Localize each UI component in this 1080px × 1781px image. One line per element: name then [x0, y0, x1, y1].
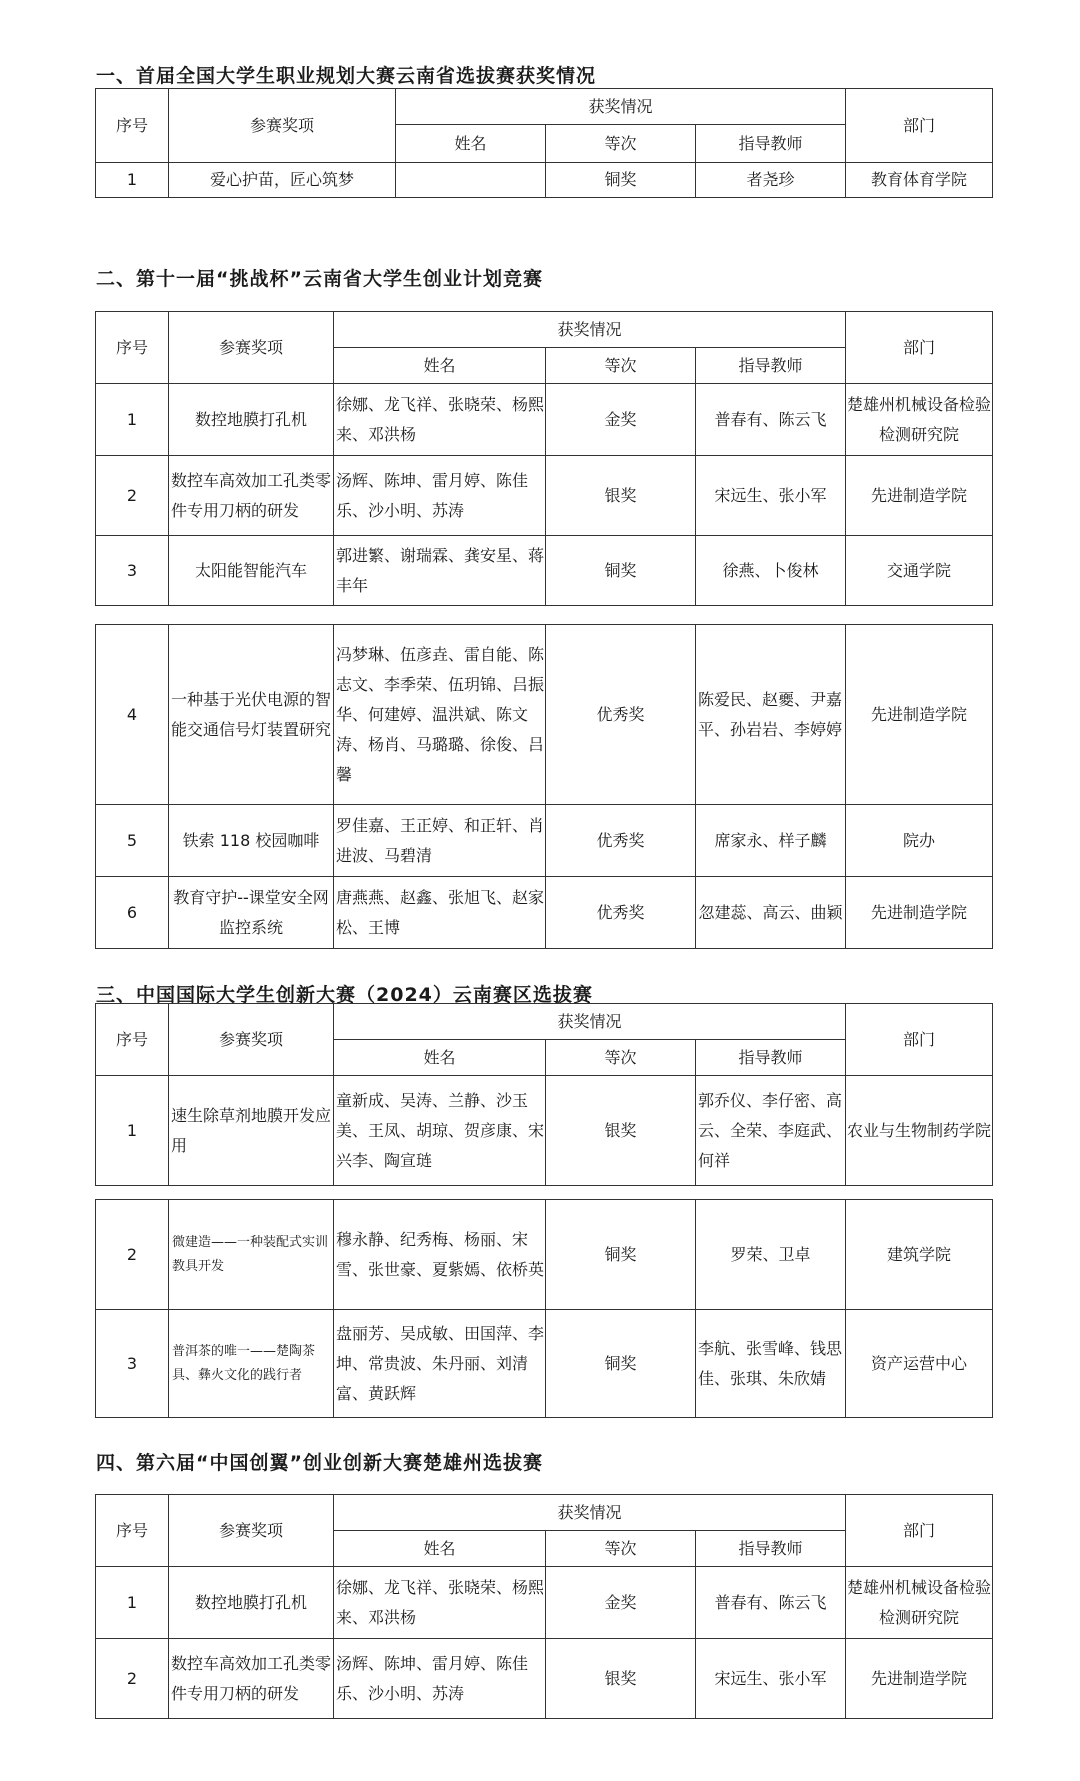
cell-grade: 铜奖 — [546, 1200, 696, 1310]
cell-seq: 6 — [96, 877, 169, 949]
header-teacher: 指导教师 — [696, 348, 846, 384]
cell-grade: 铜奖 — [546, 536, 696, 606]
header-award-info: 获奖情况 — [334, 312, 846, 348]
header-seq: 序号 — [96, 1004, 169, 1076]
header-name: 姓名 — [334, 1531, 546, 1567]
cell-seq: 1 — [96, 1076, 169, 1186]
cell-seq: 1 — [96, 163, 169, 198]
header-name: 姓名 — [334, 1040, 546, 1076]
cell-teacher: 宋远生、张小军 — [696, 1639, 846, 1719]
cell-teacher: 普春有、陈云飞 — [696, 1567, 846, 1639]
table-row — [96, 1567, 993, 1639]
header-name: 姓名 — [396, 125, 546, 163]
table-row — [96, 456, 993, 536]
cell-seq: 1 — [96, 1567, 169, 1639]
cell-item: 太阳能智能汽车 — [169, 536, 334, 606]
cell-teacher: 普春有、陈云飞 — [696, 384, 846, 456]
header-dept: 部门 — [846, 1004, 993, 1076]
table-row — [96, 1076, 993, 1186]
section-title-4: 四、第六届“中国创翼”创业创新大赛楚雄州选拔赛 — [96, 1452, 543, 1474]
table-row — [96, 536, 993, 606]
cell-names: 童新成、吴涛、兰静、沙玉美、王凤、胡琼、贺彦康、宋兴李、陶宣琏 — [334, 1076, 546, 1186]
cell-item: 数控车高效加工孔类零件专用刀柄的研发 — [169, 456, 334, 536]
header-dept: 部门 — [846, 89, 993, 163]
cell-seq: 3 — [96, 536, 169, 606]
section-title-3: 三、中国国际大学生创新大赛（2024）云南赛区选拔赛 — [96, 984, 593, 1006]
header-teacher: 指导教师 — [696, 1531, 846, 1567]
cell-item: 教育守护--课堂安全网监控系统 — [169, 877, 334, 949]
cell-teacher: 陈爱民、赵夒、尹嘉平、孙岩岩、李婷婷 — [696, 625, 846, 805]
header-name: 姓名 — [334, 348, 546, 384]
cell-dept: 教育体育学院 — [846, 163, 993, 198]
section-title-1: 一、首届全国大学生职业规划大赛云南省选拔赛获奖情况 — [96, 65, 597, 87]
cell-names: 汤辉、陈坤、雷月婷、陈佳乐、沙小明、苏涛 — [334, 1639, 546, 1719]
header-seq: 序号 — [96, 1495, 169, 1567]
cell-seq: 3 — [96, 1310, 169, 1418]
cell-grade: 铜奖 — [546, 163, 696, 198]
cell-names: 穆永静、纪秀梅、杨丽、宋雪、张世豪、夏紫嫣、依桥英 — [334, 1200, 546, 1310]
table-row — [96, 163, 993, 198]
award-table-2a — [95, 311, 993, 606]
cell-dept: 农业与生物制药学院 — [846, 1076, 993, 1186]
table-row — [96, 805, 993, 877]
header-item: 参赛奖项 — [169, 89, 396, 163]
cell-dept: 交通学院 — [846, 536, 993, 606]
header-award-info: 获奖情况 — [334, 1495, 846, 1531]
cell-item: 一种基于光伏电源的智能交通信号灯装置研究 — [169, 625, 334, 805]
header-award-info: 获奖情况 — [396, 89, 846, 125]
header-award-info: 获奖情况 — [334, 1004, 846, 1040]
cell-names: 盘丽芳、吴成敏、田国萍、李坤、常贵波、朱丹丽、刘清富、黄跃辉 — [334, 1310, 546, 1418]
cell-dept: 楚雄州机械设备检验检测研究院 — [846, 384, 993, 456]
header-grade: 等次 — [546, 348, 696, 384]
header-item: 参赛奖项 — [169, 1004, 334, 1076]
cell-names: 郭进繁、谢瑞霖、龚安星、蒋丰年 — [334, 536, 546, 606]
table-row — [96, 625, 993, 805]
cell-seq: 2 — [96, 456, 169, 536]
header-grade: 等次 — [546, 1040, 696, 1076]
cell-names: 唐燕燕、赵鑫、张旭飞、赵家松、王博 — [334, 877, 546, 949]
cell-teacher: 徐燕、卜俊林 — [696, 536, 846, 606]
header-seq: 序号 — [96, 312, 169, 384]
cell-grade: 银奖 — [546, 456, 696, 536]
cell-seq: 1 — [96, 384, 169, 456]
section-title-2: 二、第十一届“挑战杯”云南省大学生创业计划竞赛 — [96, 268, 543, 290]
cell-teacher: 席家永、样子麟 — [696, 805, 846, 877]
header-dept: 部门 — [846, 1495, 993, 1567]
cell-grade: 铜奖 — [546, 1310, 696, 1418]
header-dept: 部门 — [846, 312, 993, 384]
table-row — [96, 877, 993, 949]
cell-dept: 资产运营中心 — [846, 1310, 993, 1418]
cell-grade: 金奖 — [546, 384, 696, 456]
cell-names: 汤辉、陈坤、雷月婷、陈佳乐、沙小明、苏涛 — [334, 456, 546, 536]
cell-teacher: 郭乔仪、李仔密、高云、全荣、李庭武、何祥 — [696, 1076, 846, 1186]
cell-item: 数控车高效加工孔类零件专用刀柄的研发 — [169, 1639, 334, 1719]
cell-item: 铁索 118 校园咖啡 — [169, 805, 334, 877]
cell-item: 爱心护苗，匠心筑梦 — [169, 163, 396, 198]
cell-grade: 优秀奖 — [546, 877, 696, 949]
header-teacher: 指导教师 — [696, 1040, 846, 1076]
cell-teacher: 李航、张雪峰、钱思佳、张琪、朱欣婧 — [696, 1310, 846, 1418]
cell-grade: 优秀奖 — [546, 805, 696, 877]
header-teacher: 指导教师 — [696, 125, 846, 163]
award-table-3a — [95, 1003, 993, 1186]
cell-teacher: 忽建蕊、高云、曲颖 — [696, 877, 846, 949]
cell-teacher: 者尧珍 — [696, 163, 846, 198]
header-seq: 序号 — [96, 89, 169, 163]
header-grade: 等次 — [546, 125, 696, 163]
table-row — [96, 1639, 993, 1719]
cell-grade: 银奖 — [546, 1639, 696, 1719]
cell-names: 罗佳嘉、王正婷、和正轩、肖进波、马碧清 — [334, 805, 546, 877]
cell-dept: 先进制造学院 — [846, 456, 993, 536]
cell-names: 冯梦琳、伍彦垚、雷自能、陈志文、李季荣、伍玥锦、吕振华、何建婷、温洪斌、陈文涛、杨肖、马璐璐、徐俊、吕馨 — [334, 625, 546, 805]
cell-names — [396, 163, 546, 198]
header-item: 参赛奖项 — [169, 312, 334, 384]
cell-seq: 2 — [96, 1200, 169, 1310]
award-table-3b — [95, 1199, 993, 1418]
cell-dept: 建筑学院 — [846, 1200, 993, 1310]
cell-teacher: 宋远生、张小军 — [696, 456, 846, 536]
cell-item: 速生除草剂地膜开发应用 — [169, 1076, 334, 1186]
cell-seq: 4 — [96, 625, 169, 805]
cell-item: 普洱茶的唯一——楚陶茶具、彝火文化的践行者 — [169, 1310, 334, 1418]
header-grade: 等次 — [546, 1531, 696, 1567]
table-row — [96, 1310, 993, 1418]
cell-seq: 5 — [96, 805, 169, 877]
cell-dept: 先进制造学院 — [846, 1639, 993, 1719]
award-table-2b — [95, 624, 993, 949]
cell-grade: 银奖 — [546, 1076, 696, 1186]
table-row — [96, 1200, 993, 1310]
cell-dept: 先进制造学院 — [846, 877, 993, 949]
cell-names: 徐娜、龙飞祥、张晓荣、杨熙来、邓洪杨 — [334, 384, 546, 456]
cell-teacher: 罗荣、卫卓 — [696, 1200, 846, 1310]
cell-grade: 金奖 — [546, 1567, 696, 1639]
cell-grade: 优秀奖 — [546, 625, 696, 805]
cell-seq: 2 — [96, 1639, 169, 1719]
cell-dept: 先进制造学院 — [846, 625, 993, 805]
award-table-4 — [95, 1494, 993, 1719]
award-table-1 — [95, 88, 993, 198]
cell-names: 徐娜、龙飞祥、张晓荣、杨熙来、邓洪杨 — [334, 1567, 546, 1639]
cell-item: 微建造——一种装配式实训教具开发 — [169, 1200, 334, 1310]
cell-dept: 院办 — [846, 805, 993, 877]
table-row — [96, 384, 993, 456]
cell-item: 数控地膜打孔机 — [169, 1567, 334, 1639]
cell-dept: 楚雄州机械设备检验检测研究院 — [846, 1567, 993, 1639]
header-item: 参赛奖项 — [169, 1495, 334, 1567]
cell-item: 数控地膜打孔机 — [169, 384, 334, 456]
